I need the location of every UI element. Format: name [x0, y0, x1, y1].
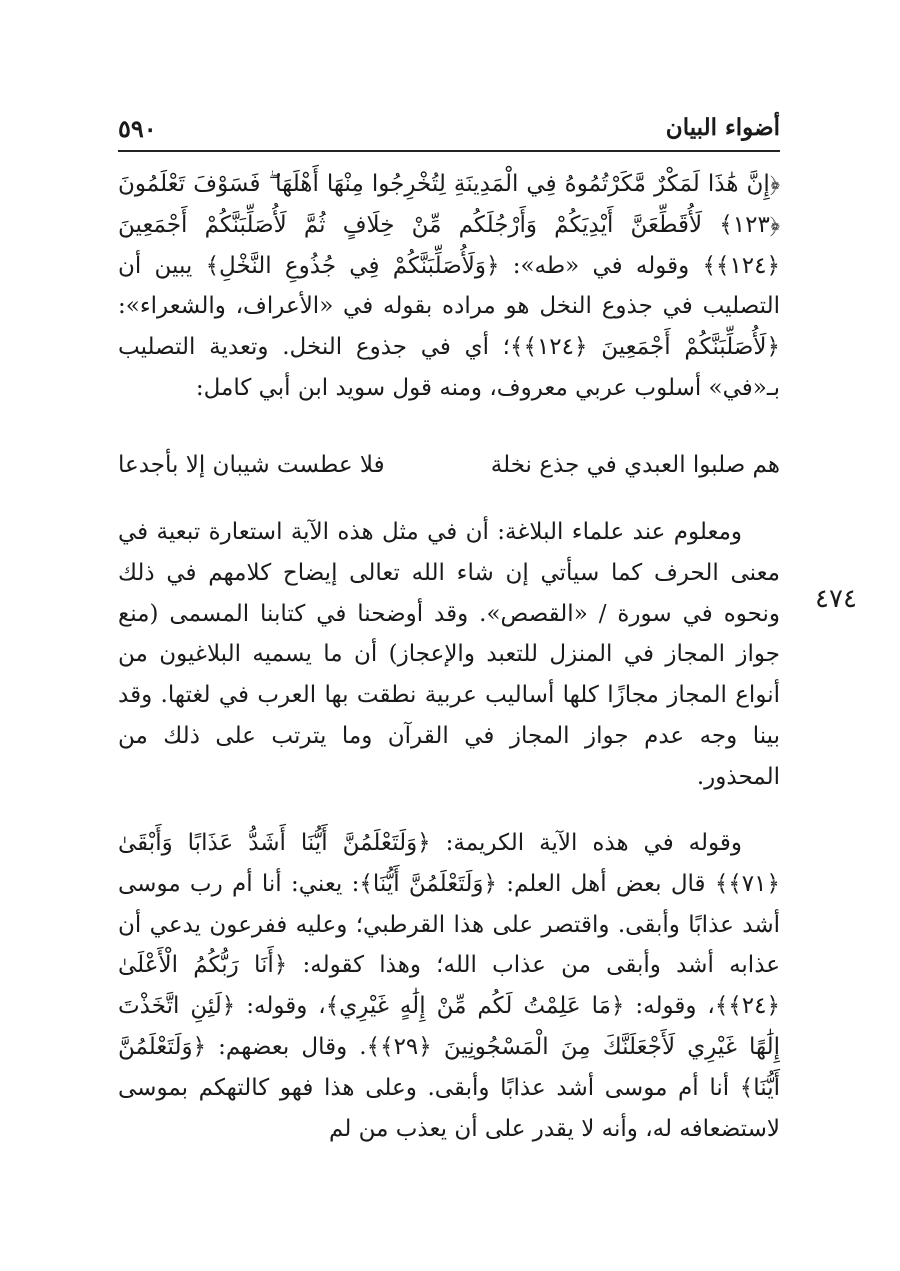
verse-second-hemistich: فلا عطست شيبان إلا بأجدعا [118, 452, 385, 478]
poetry-verse [118, 446, 780, 490]
paragraph-block-1 [118, 164, 780, 409]
paragraph-2: ومعلوم عند علماء البلاغة: أن في مثل هذه الآية استعارة تبعية في معنى الحرف كما سيأتي إن شاء الله تعالى إيضاح كلامهم في ذلك ونحوه في سورة / «القصص». وقد أوضحنا في كتابنا المسمى (منع جواز المجاز في المنزل للتعبد والإعجاز) أن ما يسميه البلاغيون من أنواع المجاز مجازًا كلها أساليب عربية نطقت بها العرب في لغتها. وقد بينا وجه عدم جواز المجاز في القرآن وما يترتب على ذلك من المحذور. [118, 519, 780, 790]
paragraph-block-3 [118, 823, 780, 1149]
verse-first-hemistich: هم صلبوا العبدي في جذع نخلة [490, 452, 780, 478]
book-title: أضواء البيان [665, 114, 780, 141]
margin-page-reference: ٤٧٤ [815, 584, 857, 614]
page-header [118, 106, 780, 152]
paragraph-block-2 [118, 512, 780, 798]
paragraph-3: وقوله في هذه الآية الكريمة: ﴿وَلَتَعْلَمُنَّ أَيُّنَا أَشَدُّ عَذَابًا وَأَبْقَىٰ ﴿٧١﴾﴾ قال بعض أهل العلم: ﴿وَلَتَعْلَمُنَّ أَيُّنَا﴾: يعني: أنا أم رب موسى أشد عذابًا وأبقى. واقتصر على هذا القرطبي؛ وعليه ففرعون يدعي أن عذابه أشد وأبقى من عذاب الله؛ وهذا كقوله: ﴿أَنَا رَبُّكُمُ الْأَعْلَىٰ ﴿٢٤﴾﴾، وقوله: ﴿مَا عَلِمْتُ لَكُم مِّنْ إِلَٰهٍ غَيْرِي﴾، وقوله: ﴿لَئِنِ اتَّخَذْتَ إِلَٰهًا غَيْرِي لَأَجْعَلَنَّكَ مِنَ الْمَسْجُونِينَ ﴿٢٩﴾﴾. وقال بعضهم: ﴿وَلَتَعْلَمُنَّ أَيُّنَا﴾ أنا أم موسى أشد عذابًا وأبقى. وعلى هذا فهو كالتهكم بموسى لاستضعافه له، وأنه لا يقدر على أن يعذب من لم [118, 830, 780, 1142]
page-number: ٥٩٠ [118, 114, 157, 143]
paragraph-1: ﴿إِنَّ هَٰذَا لَمَكْرٌ مَّكَرْتُمُوهُ فِي الْمَدِينَةِ لِتُخْرِجُوا مِنْهَا أَهْلَهَا ۖ فَسَوْفَ تَعْلَمُونَ ﴿١٢٣﴾ لَأُقَطِّعَنَّ أَيْدِيَكُمْ وَأَرْجُلَكُم مِّنْ خِلَافٍ ثُمَّ لَأُصَلِّبَنَّكُمْ أَجْمَعِينَ ﴿١٢٤﴾﴾ وقوله في «طه»: ﴿وَلَأُصَلِّبَنَّكُمْ فِي جُذُوعِ النَّخْلِ﴾ يبين أن التصليب في جذوع النخل هو مراده بقوله في «الأعراف، والشعراء»: ﴿لَأُصَلِّبَنَّكُمْ أَجْمَعِينَ ﴿١٢٤﴾﴾؛ أي في جذوع النخل. وتعدية التصليب بـ«في» أسلوب عربي معروف، ومنه قول سويد ابن أبي كامل: [118, 171, 780, 401]
